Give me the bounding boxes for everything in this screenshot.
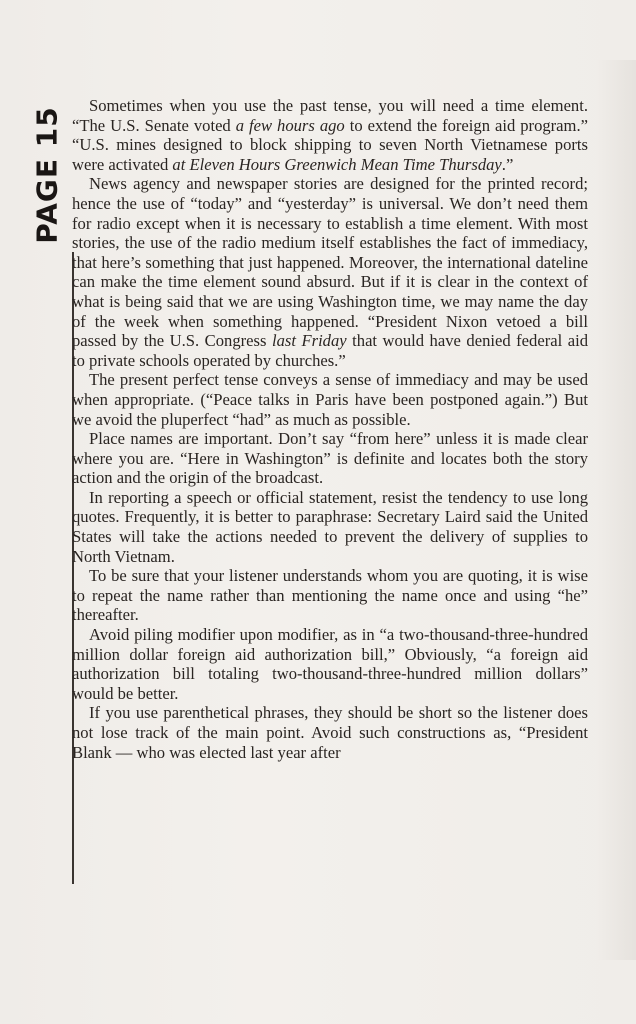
paragraph <box>72 566 588 625</box>
paragraph <box>72 625 588 703</box>
text-run: .” <box>501 154 514 174</box>
paragraph <box>72 370 588 429</box>
body-text <box>72 96 588 762</box>
italic-run: at Eleven Hours Greenwich Mean Time Thursday <box>172 154 502 174</box>
paragraph <box>72 174 588 370</box>
italic-run: a few hours ago <box>235 115 345 135</box>
paragraph <box>72 488 588 566</box>
show-through-shadow <box>596 60 636 960</box>
text-run: The present perfect tense conveys a sense of immediacy and may be used when appropriate. (“Peace talks in Paris have been postponed again.”) But we avoid the pluperfect “had” as much as possible. <box>72 370 588 429</box>
text-run: In reporting a speech or official statement, resist the tendency to use long quotes. Frequently, it is better to paraphrase: Secretary Laird said the United States will take the actions needed to prevent the delivery of supplies to North Vietnam. <box>72 487 588 566</box>
text-run: Avoid piling modifier upon modifier, as in “a two-thousand-three-hundred million dollar foreign aid authorization bill,” Obviously, “a foreign aid authorization bill totaling two-thousand-three-hundred million dollars” would be better. <box>72 625 588 703</box>
paragraph <box>72 429 588 488</box>
text-run: Sometimes when you use the past tense, you will need a time element. “The U.S. Senate voted <box>72 96 588 135</box>
text-run: If you use parenthetical phrases, they should be short so the listener does not lose track of the main point. Avoid such constructions as, “President Blank — who was elected last year after <box>72 703 588 762</box>
page-number-text: PAGE 15 <box>30 106 64 244</box>
text-run: Place names are important. Don’t say “from here” unless it is made clear where you are. “Here in Washington” is definite and locates both the story action and the origin of the broadcast. <box>72 429 588 488</box>
text-run: To be sure that your listener understands whom you are quoting, it is wise to repeat the name rather than mentioning the name once and using “he” thereafter. <box>72 566 588 625</box>
italic-run: last Friday <box>271 331 347 351</box>
page-number-label <box>30 100 64 250</box>
text-run: News agency and newspaper stories are designed for the printed record; hence the use of “today” and “yesterday” is universal. We don’t need them for radio except when it is necessary to establish a time element. With most stories, the use of the radio medium itself establishes the fact of immediacy, that here’s something that just happened. Moreover, the international dateline can make the time element sound absurd. But if it is clear in the context of what is being said that we are using Washington time, we may name the day of the week when something happened. “President Nixon vetoed a bill passed by the U.S. Congress <box>72 174 588 351</box>
text-run: that would have denied federal aid to private schools operated by churches.” <box>72 331 588 370</box>
text-run: to extend the foreign aid program.” “U.S. mines designed to block shipping to seven North Vietnamese ports were activated <box>72 115 588 174</box>
paragraph <box>72 703 588 762</box>
paragraph <box>72 96 588 174</box>
